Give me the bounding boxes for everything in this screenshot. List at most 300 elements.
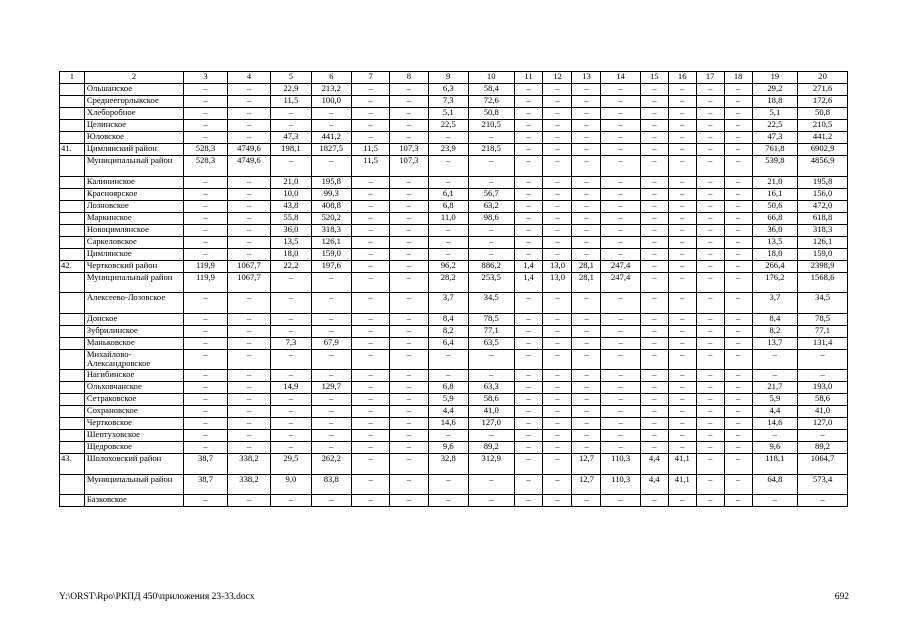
table-cell: 18,8 bbox=[752, 96, 798, 108]
table-cell: – bbox=[696, 325, 724, 337]
table-cell: – bbox=[227, 349, 270, 370]
table-cell: – bbox=[390, 200, 428, 212]
table-cell: – bbox=[543, 224, 572, 236]
table-cell: – bbox=[543, 394, 572, 406]
table-cell: – bbox=[184, 394, 227, 406]
table-cell: – bbox=[468, 495, 514, 507]
table-cell: – bbox=[543, 313, 572, 325]
table-cell: 253,5 bbox=[468, 272, 514, 293]
table-cell: 1,4 bbox=[514, 260, 543, 272]
table-cell: – bbox=[640, 430, 668, 442]
table-cell: – bbox=[601, 84, 640, 96]
table-row bbox=[60, 188, 848, 200]
table-cell: 12,7 bbox=[572, 474, 601, 495]
table-cell: – bbox=[390, 293, 428, 314]
header-cell: 2 bbox=[84, 72, 183, 84]
table-cell: 50,8 bbox=[798, 108, 848, 120]
table-cell: – bbox=[696, 120, 724, 132]
table-cell: – bbox=[227, 313, 270, 325]
table-cell: – bbox=[514, 108, 543, 120]
table-cell: – bbox=[184, 349, 227, 370]
table-row bbox=[60, 96, 848, 108]
table-cell: 247,4 bbox=[601, 260, 640, 272]
table-cell: – bbox=[601, 188, 640, 200]
table-cell: 312,9 bbox=[468, 454, 514, 475]
table-cell: 8,2 bbox=[428, 325, 468, 337]
table-cell: – bbox=[543, 474, 572, 495]
table-cell: – bbox=[351, 188, 389, 200]
table-cell: 96,2 bbox=[428, 260, 468, 272]
table-row bbox=[60, 406, 848, 418]
table-cell: – bbox=[601, 442, 640, 454]
table-cell: 210,5 bbox=[798, 120, 848, 132]
table-cell: – bbox=[640, 370, 668, 382]
table-row bbox=[60, 212, 848, 224]
table-cell bbox=[60, 337, 85, 349]
table-cell: – bbox=[543, 84, 572, 96]
table-cell bbox=[60, 418, 85, 430]
table-cell: – bbox=[271, 156, 311, 177]
table-cell: 6,3 bbox=[428, 84, 468, 96]
table-cell: 23,9 bbox=[428, 144, 468, 156]
table-cell: – bbox=[184, 293, 227, 314]
table-cell: – bbox=[572, 176, 601, 188]
table-cell: 22,5 bbox=[752, 120, 798, 132]
table-cell: – bbox=[640, 212, 668, 224]
table-cell: Юловское bbox=[84, 132, 183, 144]
table-cell bbox=[60, 132, 85, 144]
table-cell: – bbox=[184, 108, 227, 120]
table-cell: 1067,7 bbox=[227, 260, 270, 272]
table-cell: – bbox=[696, 382, 724, 394]
table-cell: – bbox=[640, 293, 668, 314]
table-cell bbox=[60, 370, 85, 382]
table-row bbox=[60, 474, 848, 495]
table-cell: Цимлянский район bbox=[84, 144, 183, 156]
table-cell: – bbox=[572, 144, 601, 156]
table-row bbox=[60, 84, 848, 96]
table-cell: – bbox=[640, 495, 668, 507]
table-cell: 28,1 bbox=[572, 260, 601, 272]
table-cell: – bbox=[390, 418, 428, 430]
table-cell: – bbox=[351, 325, 389, 337]
table-cell: – bbox=[311, 394, 351, 406]
table-cell: – bbox=[514, 132, 543, 144]
table-cell: 18,0 bbox=[271, 248, 311, 260]
table-cell: – bbox=[601, 313, 640, 325]
header-cell: 7 bbox=[351, 72, 389, 84]
table-cell: – bbox=[390, 96, 428, 108]
table-cell: – bbox=[351, 313, 389, 325]
table-cell bbox=[60, 108, 85, 120]
table-cell bbox=[60, 293, 85, 314]
table-cell: – bbox=[572, 394, 601, 406]
table-cell: 761,8 bbox=[752, 144, 798, 156]
table-row bbox=[60, 176, 848, 188]
table-cell: – bbox=[543, 430, 572, 442]
table-cell: – bbox=[227, 325, 270, 337]
table-cell: 118,1 bbox=[752, 454, 798, 475]
table-cell: – bbox=[351, 176, 389, 188]
table-cell: – bbox=[640, 144, 668, 156]
table-cell: – bbox=[668, 313, 696, 325]
table-cell: – bbox=[271, 394, 311, 406]
table-cell bbox=[60, 84, 85, 96]
table-cell: 21,0 bbox=[271, 176, 311, 188]
table-cell: – bbox=[696, 144, 724, 156]
table-cell: – bbox=[514, 418, 543, 430]
table-cell: – bbox=[428, 495, 468, 507]
table-cell: – bbox=[428, 176, 468, 188]
table-cell: Маркинское bbox=[84, 212, 183, 224]
table-cell: – bbox=[572, 406, 601, 418]
table-cell: – bbox=[351, 474, 389, 495]
table-cell: 58,6 bbox=[798, 394, 848, 406]
header-cell: 5 bbox=[271, 72, 311, 84]
table-cell: – bbox=[514, 224, 543, 236]
table-cell: – bbox=[572, 495, 601, 507]
table-cell: 10,0 bbox=[271, 188, 311, 200]
table-cell bbox=[60, 394, 85, 406]
table-cell: – bbox=[543, 200, 572, 212]
table-cell: 3,7 bbox=[428, 293, 468, 314]
table-cell: 119,9 bbox=[184, 272, 227, 293]
table-cell: – bbox=[798, 349, 848, 370]
table-cell: – bbox=[668, 144, 696, 156]
table-cell: 195,8 bbox=[798, 176, 848, 188]
table-cell: 83,8 bbox=[311, 474, 351, 495]
table-cell: – bbox=[601, 224, 640, 236]
table-cell: 13,0 bbox=[543, 272, 572, 293]
table-cell: – bbox=[271, 349, 311, 370]
table-cell: – bbox=[514, 474, 543, 495]
table-cell: 129,7 bbox=[311, 382, 351, 394]
table-cell: – bbox=[351, 394, 389, 406]
table-cell: – bbox=[640, 248, 668, 260]
header-cell: 18 bbox=[724, 72, 752, 84]
table-cell: – bbox=[351, 430, 389, 442]
table-cell: – bbox=[468, 430, 514, 442]
table-cell: – bbox=[696, 84, 724, 96]
table-cell: – bbox=[543, 325, 572, 337]
table-cell: – bbox=[724, 176, 752, 188]
table-cell: – bbox=[514, 212, 543, 224]
table-cell: Красноярское bbox=[84, 188, 183, 200]
table-cell: – bbox=[724, 108, 752, 120]
table-cell: 266,4 bbox=[752, 260, 798, 272]
table-cell: – bbox=[668, 108, 696, 120]
table-cell: – bbox=[640, 260, 668, 272]
table-cell: – bbox=[351, 349, 389, 370]
table-cell: – bbox=[468, 236, 514, 248]
table-cell: – bbox=[184, 132, 227, 144]
table-cell: 213,2 bbox=[311, 84, 351, 96]
table-cell: – bbox=[668, 176, 696, 188]
table-row bbox=[60, 370, 848, 382]
table-cell: 34,5 bbox=[468, 293, 514, 314]
table-cell: – bbox=[184, 325, 227, 337]
table-cell: – bbox=[390, 474, 428, 495]
page-number: 692 bbox=[834, 592, 849, 602]
table-cell: 528,3 bbox=[184, 156, 227, 177]
table-cell: 41,0 bbox=[798, 406, 848, 418]
table-cell: – bbox=[184, 120, 227, 132]
table-cell: – bbox=[696, 176, 724, 188]
table-cell: 12,7 bbox=[572, 454, 601, 475]
table-row bbox=[60, 394, 848, 406]
table-cell: 198,1 bbox=[271, 144, 311, 156]
table-cell: – bbox=[351, 248, 389, 260]
table-cell: – bbox=[514, 430, 543, 442]
table-cell: – bbox=[311, 272, 351, 293]
table-cell: – bbox=[311, 495, 351, 507]
table-cell: Ольшанское bbox=[84, 84, 183, 96]
table-cell: – bbox=[668, 272, 696, 293]
table-cell: – bbox=[468, 132, 514, 144]
table-row bbox=[60, 156, 848, 177]
table-cell: – bbox=[572, 325, 601, 337]
table-cell: – bbox=[543, 156, 572, 177]
table-cell: – bbox=[572, 96, 601, 108]
table-cell: – bbox=[668, 382, 696, 394]
table-cell: Зубрилинское bbox=[84, 325, 183, 337]
table-cell: – bbox=[227, 120, 270, 132]
table-cell: – bbox=[572, 156, 601, 177]
table-cell: 9,6 bbox=[752, 442, 798, 454]
table-cell bbox=[60, 96, 85, 108]
table-cell: – bbox=[572, 418, 601, 430]
table-cell: 13,0 bbox=[543, 260, 572, 272]
table-cell: Шептуховское bbox=[84, 430, 183, 442]
table-row bbox=[60, 248, 848, 260]
table-cell: – bbox=[390, 442, 428, 454]
table-cell: 13,5 bbox=[752, 236, 798, 248]
table-cell: Целинское bbox=[84, 120, 183, 132]
table-cell: 119,9 bbox=[184, 260, 227, 272]
table-cell: 18,0 bbox=[752, 248, 798, 260]
table-cell: – bbox=[724, 382, 752, 394]
table-cell: 14,6 bbox=[752, 418, 798, 430]
table-cell: – bbox=[390, 212, 428, 224]
table-cell: – bbox=[543, 370, 572, 382]
table-cell: 1827,5 bbox=[311, 144, 351, 156]
table-cell: – bbox=[696, 272, 724, 293]
table-cell: – bbox=[543, 96, 572, 108]
table-cell: – bbox=[724, 272, 752, 293]
table-cell: – bbox=[543, 442, 572, 454]
table-cell: – bbox=[572, 370, 601, 382]
table-cell: – bbox=[390, 370, 428, 382]
header-cell: 9 bbox=[428, 72, 468, 84]
table-cell: – bbox=[184, 96, 227, 108]
table-cell: 13,7 bbox=[752, 337, 798, 349]
header-cell: 8 bbox=[390, 72, 428, 84]
table-cell: – bbox=[311, 406, 351, 418]
table-cell: – bbox=[514, 313, 543, 325]
table-cell: – bbox=[640, 418, 668, 430]
table-cell: – bbox=[351, 370, 389, 382]
table-cell: – bbox=[724, 313, 752, 325]
table-cell: – bbox=[572, 313, 601, 325]
table-cell: – bbox=[227, 200, 270, 212]
table-cell: – bbox=[227, 293, 270, 314]
table-cell: – bbox=[668, 84, 696, 96]
table-cell: – bbox=[724, 442, 752, 454]
table-row bbox=[60, 260, 848, 272]
table-row bbox=[60, 495, 848, 507]
table-cell: – bbox=[428, 370, 468, 382]
table-cell: – bbox=[311, 418, 351, 430]
table-cell: – bbox=[428, 349, 468, 370]
table-cell bbox=[60, 406, 85, 418]
table-cell: – bbox=[543, 337, 572, 349]
table-cell: – bbox=[724, 454, 752, 475]
table-cell: – bbox=[724, 188, 752, 200]
table-cell: – bbox=[601, 144, 640, 156]
table-cell: – bbox=[601, 382, 640, 394]
table-cell: – bbox=[311, 108, 351, 120]
table-cell: Базковское bbox=[84, 495, 183, 507]
table-row bbox=[60, 349, 848, 370]
table-cell: – bbox=[351, 382, 389, 394]
table-cell: – bbox=[601, 293, 640, 314]
table-cell: – bbox=[752, 370, 798, 382]
table-cell: – bbox=[390, 176, 428, 188]
table-cell: 528,3 bbox=[184, 144, 227, 156]
table-cell: – bbox=[428, 132, 468, 144]
table-cell: – bbox=[351, 96, 389, 108]
table-cell: Муниципальный район bbox=[84, 474, 183, 495]
table-cell: – bbox=[227, 188, 270, 200]
table-row bbox=[60, 454, 848, 475]
table-cell: – bbox=[543, 454, 572, 475]
table-cell: – bbox=[572, 188, 601, 200]
table-cell: 11,5 bbox=[351, 144, 389, 156]
table-cell: – bbox=[696, 96, 724, 108]
table-cell: 6902,9 bbox=[798, 144, 848, 156]
table-cell: – bbox=[572, 337, 601, 349]
table-cell: 58,6 bbox=[468, 394, 514, 406]
table-cell: Новоцимлянское bbox=[84, 224, 183, 236]
table-cell: – bbox=[724, 337, 752, 349]
table-cell: – bbox=[514, 454, 543, 475]
table-cell: – bbox=[227, 337, 270, 349]
table-cell: 131,4 bbox=[798, 337, 848, 349]
table-cell: – bbox=[572, 248, 601, 260]
table-cell: – bbox=[311, 293, 351, 314]
table-cell: – bbox=[696, 337, 724, 349]
table-cell: – bbox=[271, 108, 311, 120]
table-cell: 4,4 bbox=[752, 406, 798, 418]
table-cell: 100,0 bbox=[311, 96, 351, 108]
table-cell: 9,6 bbox=[428, 442, 468, 454]
table-cell: – bbox=[572, 212, 601, 224]
table-cell: – bbox=[184, 84, 227, 96]
table-row bbox=[60, 313, 848, 325]
table-cell: – bbox=[514, 495, 543, 507]
table-cell: – bbox=[572, 236, 601, 248]
table-cell: 11,5 bbox=[271, 96, 311, 108]
table-cell: – bbox=[351, 454, 389, 475]
table-cell: 6,8 bbox=[428, 382, 468, 394]
table-cell: 172,6 bbox=[798, 96, 848, 108]
table-cell: 110,3 bbox=[601, 454, 640, 475]
table-cell bbox=[60, 176, 85, 188]
table-cell: 89,2 bbox=[468, 442, 514, 454]
table-cell: – bbox=[668, 132, 696, 144]
table-cell: – bbox=[601, 120, 640, 132]
table-cell: Сетраковское bbox=[84, 394, 183, 406]
table-cell: 28,2 bbox=[428, 272, 468, 293]
table-cell: – bbox=[514, 176, 543, 188]
table-cell: – bbox=[640, 272, 668, 293]
table-row bbox=[60, 224, 848, 236]
table-cell: Чертковский район bbox=[84, 260, 183, 272]
table-cell: 41,0 bbox=[468, 406, 514, 418]
table-cell: – bbox=[271, 120, 311, 132]
table-cell: – bbox=[390, 349, 428, 370]
table-cell: – bbox=[514, 382, 543, 394]
table-cell: 43,8 bbox=[271, 200, 311, 212]
table-cell: – bbox=[724, 236, 752, 248]
table-cell: – bbox=[184, 212, 227, 224]
table-cell bbox=[60, 382, 85, 394]
table-cell: – bbox=[601, 370, 640, 382]
table-cell: Лозновское bbox=[84, 200, 183, 212]
header-cell: 10 bbox=[468, 72, 514, 84]
table-cell: – bbox=[184, 418, 227, 430]
table-cell: – bbox=[601, 200, 640, 212]
table-cell: – bbox=[696, 406, 724, 418]
table-cell: 338,2 bbox=[227, 474, 270, 495]
header-cell: 12 bbox=[543, 72, 572, 84]
table-cell: – bbox=[468, 156, 514, 177]
table-cell: – bbox=[543, 293, 572, 314]
table-cell: – bbox=[696, 132, 724, 144]
table-cell: – bbox=[351, 495, 389, 507]
table-cell: – bbox=[271, 325, 311, 337]
table-cell: – bbox=[271, 313, 311, 325]
table-cell: – bbox=[390, 495, 428, 507]
table-cell: 63,5 bbox=[468, 337, 514, 349]
table-cell: – bbox=[227, 236, 270, 248]
table-cell: – bbox=[428, 248, 468, 260]
table-cell: 22,5 bbox=[428, 120, 468, 132]
table-cell: – bbox=[227, 442, 270, 454]
table-cell: – bbox=[696, 474, 724, 495]
table-cell: – bbox=[696, 108, 724, 120]
table-cell: 28,1 bbox=[572, 272, 601, 293]
table-cell: – bbox=[640, 337, 668, 349]
table-cell: – bbox=[724, 144, 752, 156]
table-cell: – bbox=[390, 454, 428, 475]
table-cell: – bbox=[311, 442, 351, 454]
table-cell: – bbox=[724, 495, 752, 507]
table-cell bbox=[60, 224, 85, 236]
table-cell: – bbox=[724, 84, 752, 96]
table-cell: – bbox=[351, 293, 389, 314]
table-cell: – bbox=[724, 248, 752, 260]
table-cell: – bbox=[668, 224, 696, 236]
table-cell: 47,3 bbox=[271, 132, 311, 144]
table-cell bbox=[60, 156, 85, 177]
table-cell: 29,2 bbox=[752, 84, 798, 96]
table-cell: – bbox=[572, 430, 601, 442]
table-cell: 58,4 bbox=[468, 84, 514, 96]
table-cell: 2398,9 bbox=[798, 260, 848, 272]
table-cell: – bbox=[640, 84, 668, 96]
table-cell: 55,8 bbox=[271, 212, 311, 224]
